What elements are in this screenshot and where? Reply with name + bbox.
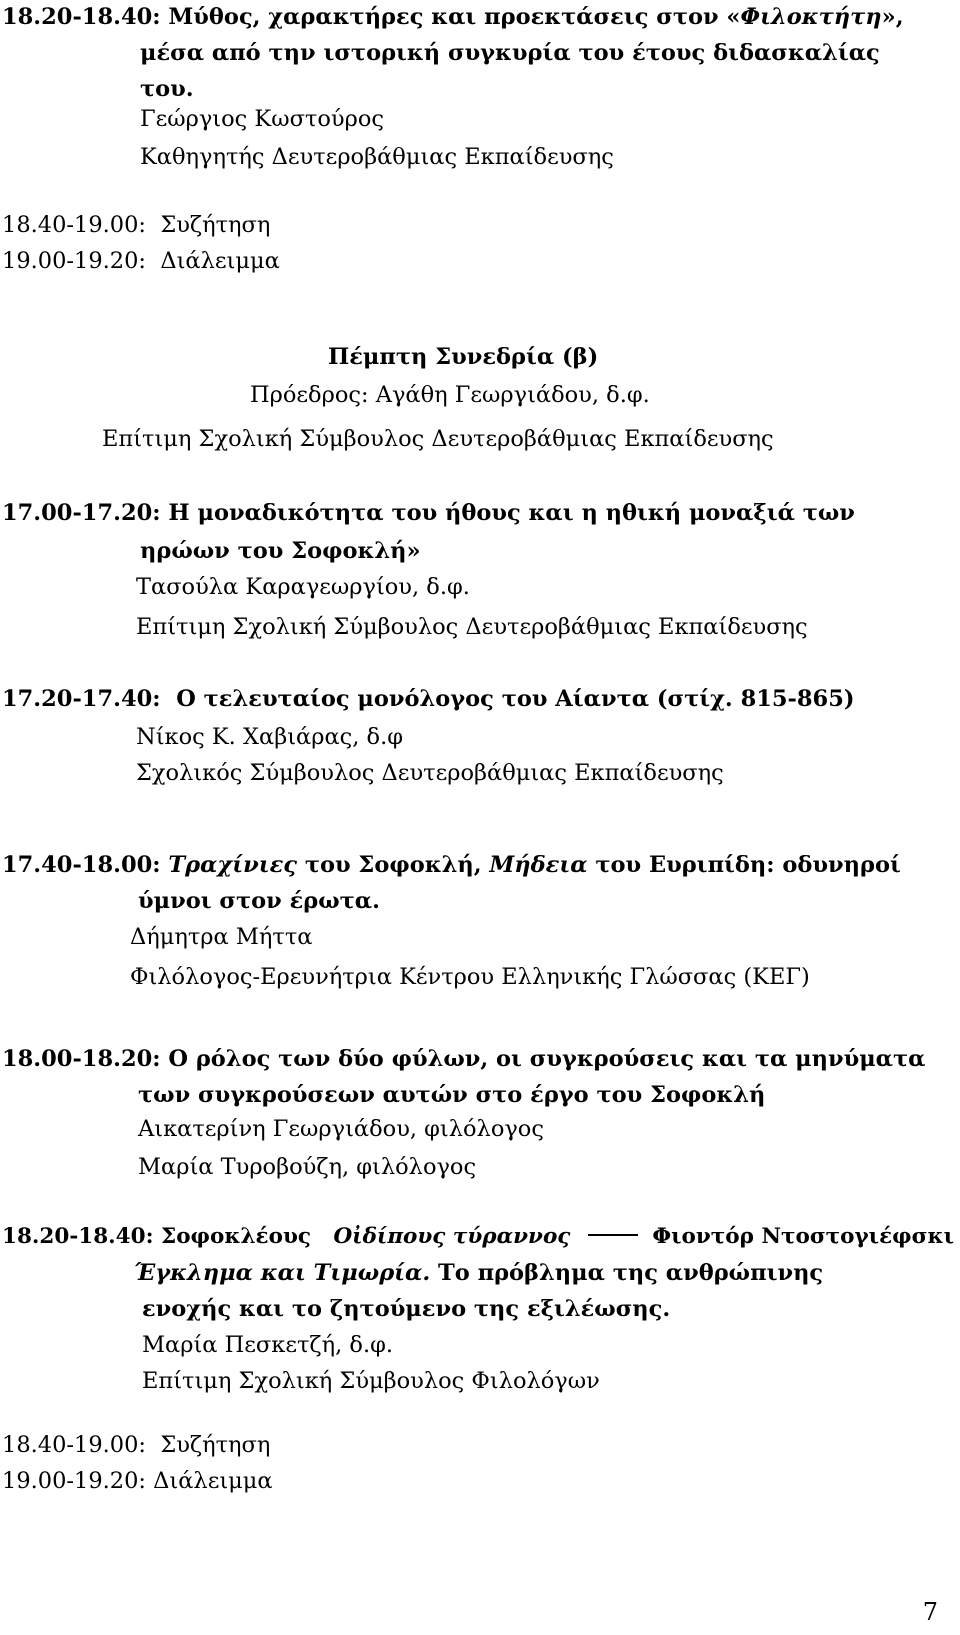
em-dash — [588, 1234, 638, 1236]
talk-trachiniae-title: 17.40-18.00: Τραχίνιες του Σοφοκλή, Μήδεια του Ευριπίδη: οδυνηροί — [2, 852, 901, 878]
speaker-role: Καθηγητής Δευτεροβάθμιας Εκπαίδευσης — [140, 144, 614, 170]
talk-title-line: μέσα από την ιστορική συγκυρία του έτους διδασκαλίας — [140, 40, 880, 66]
break-slot: 19.00-19.20: Διάλειμμα — [2, 248, 280, 274]
talk-time: 18.20-18.40: — [2, 4, 161, 30]
talk-time: 18.20-18.40: — [2, 1224, 154, 1249]
speaker-name: Αικατερίνη Γεωργιάδου, φιλόλογος — [138, 1116, 544, 1142]
discussion-slot: 18.40-19.00: Συζήτηση — [2, 1432, 271, 1458]
discussion-slot: 18.40-19.00: Συζήτηση — [2, 212, 271, 238]
speaker-role: Φιλόλογος-Ερευνήτρια Κέντρου Ελληνικής Γλώσσας (ΚΕΓ) — [130, 964, 810, 990]
talk-title-line: ηρώων του Σοφοκλή» — [140, 538, 421, 564]
talk-title-line: του. — [140, 76, 194, 102]
speaker-name: Δήμητρα Μήττα — [130, 924, 313, 950]
talk-time: 17.40-18.00: — [2, 852, 161, 878]
session-chair: Πρόεδρος: Αγάθη Γεωργιάδου, δ.φ. — [250, 382, 650, 408]
speaker-name: Γεώργιος Κωστούρος — [140, 106, 384, 132]
speaker-role: Σχολικός Σύμβουλος Δευτεροβάθμιας Εκπαίδευσης — [136, 760, 724, 786]
speaker-name: Μαρία Πεσκετζή, δ.φ. — [142, 1332, 394, 1358]
speaker-name: Τασούλα Καραγεωργίου, δ.φ. — [136, 574, 470, 600]
speaker-role: Επίτιμη Σχολική Σύμβουλος Φιλολόγων — [142, 1368, 600, 1394]
talk-ajax-title: 17.20-17.40: Ο τελευταίος μονόλογος του Αίαντα (στίχ. 815-865) — [2, 686, 855, 712]
talk-time: 18.00-18.20: — [2, 1046, 161, 1072]
talk-time: 17.20-17.40: — [2, 686, 161, 712]
speaker-name: Μαρία Τυροβούζη, φιλόλογος — [138, 1154, 477, 1180]
talk-title-line: Έγκλημα και Τιμωρία. Το πρόβλημα της ανθρώπινης — [134, 1260, 824, 1286]
page-number: 7 — [922, 1598, 938, 1626]
talk-title-line: των συγκρούσεων αυτών στο έργο του Σοφοκλή — [138, 1082, 766, 1108]
session-heading: Πέμπτη Συνεδρία (β) — [328, 344, 599, 370]
session-chair-role: Επίτιμη Σχολική Σύμβουλος Δευτεροβάθμιας Εκπαίδευσης — [102, 426, 774, 452]
talk-time: 17.00-17.20: — [2, 500, 161, 526]
speaker-role: Επίτιμη Σχολική Σύμβουλος Δευτεροβάθμιας Εκπαίδευσης — [136, 614, 808, 640]
talk-title-line: ύμνοι στον έρωτα. — [138, 888, 380, 914]
talk-oedipus-title: 18.20-18.40: Σοφοκλέους Οἰδίπους τύραννος Φιοντόρ Ντοστογιέφσκι — [2, 1224, 954, 1249]
talk-philoctetes-title: 18.20-18.40: Μύθος, χαρακτήρες και προεκτάσεις στον «Φιλοκτήτη», — [2, 4, 904, 30]
talk-ethos-title: 17.00-17.20: Η μοναδικότητα του ήθους και η ηθική μοναξιά των — [2, 500, 855, 526]
talk-genders-title: 18.00-18.20: Ο ρόλος των δύο φύλων, οι συγκρούσεις και τα μηνύματα — [2, 1046, 926, 1072]
talk-title-line: ενοχής και το ζητούμενο της εξιλέωσης. — [142, 1296, 671, 1322]
break-slot: 19.00-19.20: Διάλειμμα — [2, 1468, 273, 1494]
speaker-name: Νίκος Κ. Χαβιάρας, δ.φ — [136, 724, 404, 750]
